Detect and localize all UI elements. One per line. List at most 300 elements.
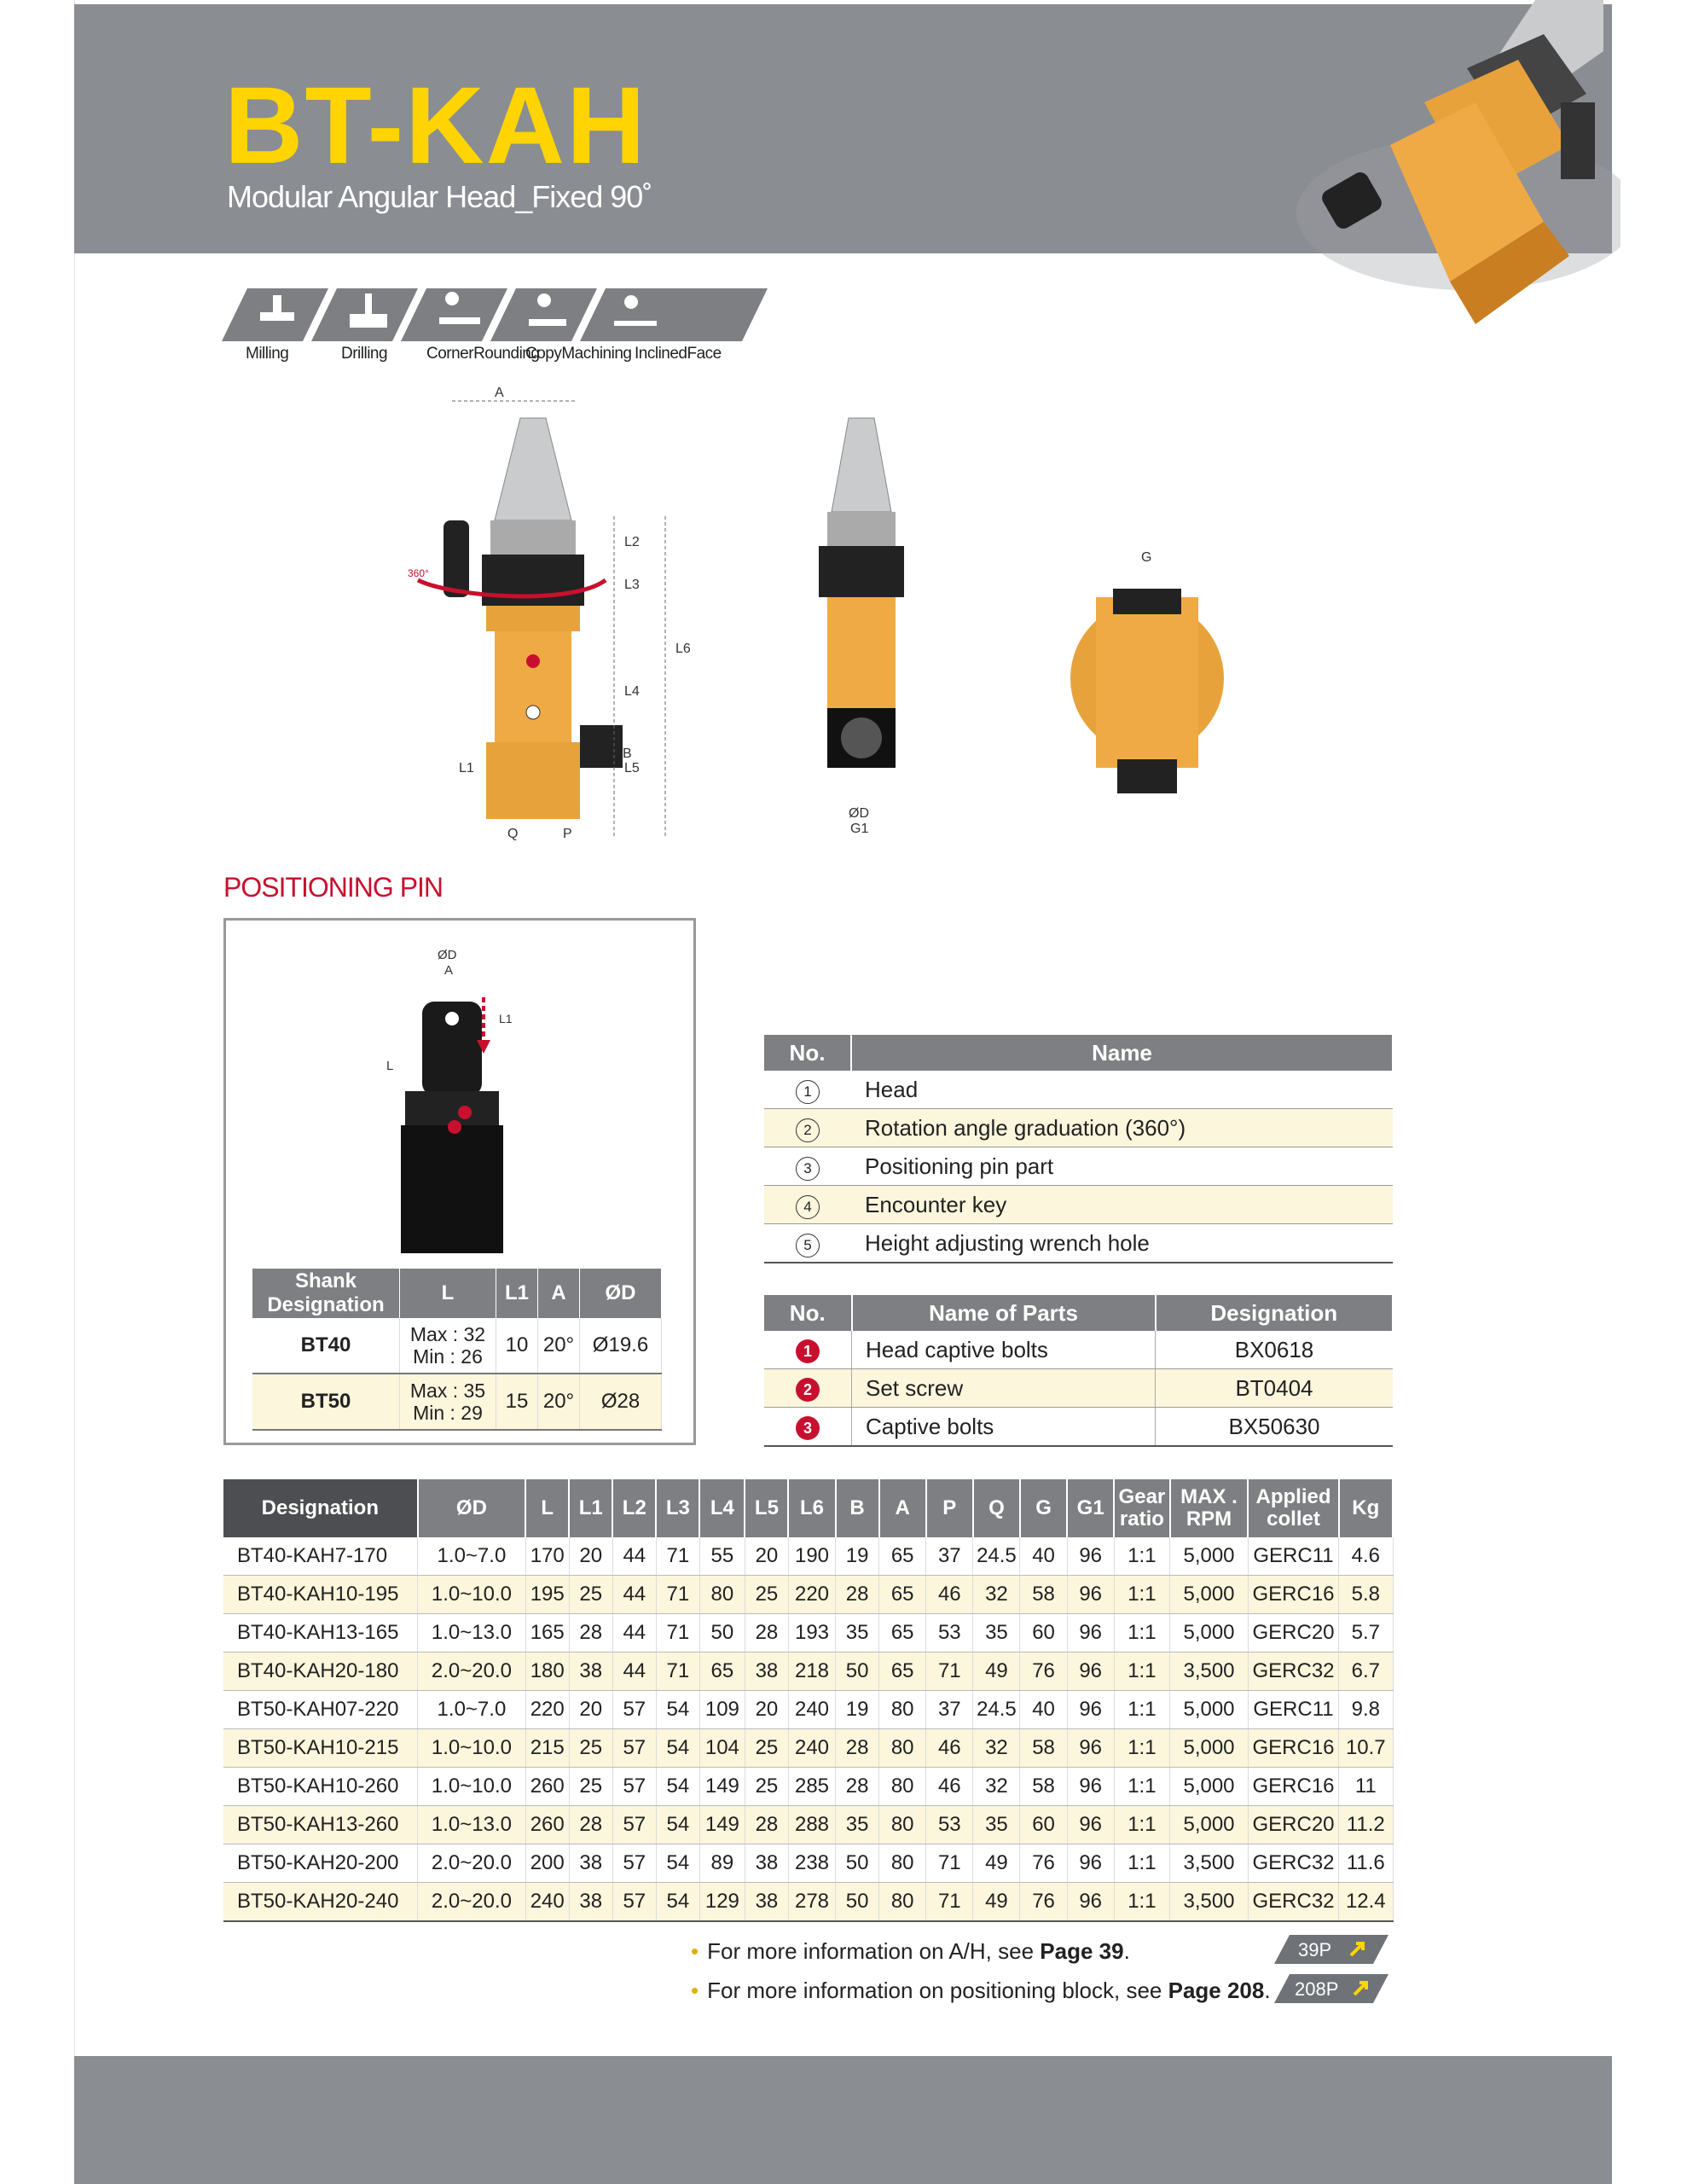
spec-cell: 54	[656, 1806, 699, 1844]
no-cell	[764, 1186, 851, 1224]
note-end: .	[1264, 1978, 1271, 2003]
spec-cell: 76	[1020, 1653, 1067, 1691]
l1-cell: 10	[496, 1318, 538, 1374]
spec-cell: 3,500	[1170, 1883, 1249, 1922]
parts-header-row	[764, 1295, 1393, 1331]
spec-cell: 1:1	[1114, 1768, 1169, 1806]
shank-cell: BT50	[252, 1374, 400, 1430]
spec-cell: 46	[926, 1729, 973, 1768]
spec-header-cell: Designation	[223, 1479, 418, 1537]
dim-od-label: ØD	[849, 806, 869, 821]
spec-header-cell: MAX . RPM	[1170, 1479, 1249, 1537]
spec-cell: 1.0~7.0	[418, 1691, 526, 1729]
spec-cell: 129	[699, 1883, 745, 1922]
spec-cell: 215	[525, 1729, 569, 1768]
spec-cell: 20	[745, 1691, 788, 1729]
spec-cell: 38	[569, 1883, 612, 1922]
name-row	[764, 1186, 1393, 1224]
spec-cell: 50	[836, 1653, 879, 1691]
shank-table	[252, 1269, 662, 1431]
number-circle: 2	[796, 1118, 820, 1142]
spec-cell: 28	[745, 1806, 788, 1844]
spec-header-cell: B	[836, 1479, 879, 1537]
positioning-pin-drawing	[362, 946, 550, 1304]
dim-l3-label: L3	[624, 578, 640, 592]
spec-cell: 32	[973, 1576, 1020, 1614]
dim-l6-label: L6	[675, 642, 691, 656]
designation-cell: BT50-KAH20-240	[223, 1883, 418, 1922]
spec-cell: 38	[745, 1844, 788, 1883]
dim-l2-label: L2	[624, 535, 640, 549]
spec-header-cell: Gear ratio	[1114, 1479, 1169, 1537]
product-photo	[1262, 0, 1620, 341]
no-cell	[764, 1071, 851, 1109]
spec-cell: 5.7	[1339, 1614, 1393, 1653]
name-row	[764, 1147, 1393, 1186]
spec-cell: 71	[656, 1653, 699, 1691]
spec-cell: 1.0~13.0	[418, 1806, 526, 1844]
spec-cell: 28	[836, 1729, 879, 1768]
spec-row	[223, 1806, 1393, 1844]
spec-row	[223, 1691, 1393, 1729]
designation-cell: BT40-KAH10-195	[223, 1576, 418, 1614]
spec-cell: 49	[973, 1844, 1020, 1883]
dim-l4-label: L4	[624, 684, 640, 699]
page-39-link[interactable]: Page 39	[1040, 1938, 1124, 1964]
spec-cell: 195	[525, 1576, 569, 1614]
spec-cell: 5,000	[1170, 1729, 1249, 1768]
spec-cell: 218	[788, 1653, 835, 1691]
spec-cell: 58	[1020, 1768, 1067, 1806]
spec-cell: 25	[745, 1576, 788, 1614]
od-cell: Ø19.6	[580, 1318, 662, 1374]
spec-header-cell: G	[1020, 1479, 1067, 1537]
designation-cell: BT40-KAH13-165	[223, 1614, 418, 1653]
spec-cell: 49	[973, 1653, 1020, 1691]
spec-cell: GERC20	[1248, 1614, 1338, 1653]
designation-cell: BT40-KAH20-180	[223, 1653, 418, 1691]
spec-cell: 96	[1067, 1768, 1114, 1806]
spec-cell: 28	[836, 1576, 879, 1614]
spec-row	[223, 1653, 1393, 1691]
note-text: For more information on positioning block, see	[707, 1978, 1168, 2003]
part-designation-cell: BT0404	[1156, 1369, 1394, 1408]
spec-cell: 96	[1067, 1806, 1114, 1844]
parts-row	[764, 1331, 1393, 1369]
spec-cell: 1.0~7.0	[418, 1537, 526, 1576]
spec-cell: 149	[699, 1806, 745, 1844]
spec-cell: 49	[973, 1883, 1020, 1922]
spec-cell: 1.0~10.0	[418, 1576, 526, 1614]
l-cell	[400, 1374, 496, 1430]
spec-cell: 200	[525, 1844, 569, 1883]
spec-cell: 46	[926, 1768, 973, 1806]
page-39-button[interactable]	[1274, 1935, 1388, 1964]
spec-cell: 4.6	[1339, 1537, 1393, 1576]
spec-cell: 1:1	[1114, 1806, 1169, 1844]
spec-cell: 50	[836, 1883, 879, 1922]
bullet-icon: •	[691, 1938, 699, 1964]
no-header: No.	[764, 1295, 852, 1331]
designation-cell: BT50-KAH10-215	[223, 1729, 418, 1768]
bullet-icon: •	[691, 1978, 699, 2003]
dim-b-label: B	[623, 746, 632, 761]
spec-cell: 25	[745, 1729, 788, 1768]
spec-row	[223, 1729, 1393, 1768]
spec-cell: 1.0~13.0	[418, 1614, 526, 1653]
op-copy-machining-label: CopyMachining	[525, 345, 632, 363]
spec-row	[223, 1537, 1393, 1576]
spec-cell: 44	[612, 1576, 656, 1614]
spec-cell: 76	[1020, 1883, 1067, 1922]
l-max: Max : 35	[409, 1380, 486, 1402]
a-header: A	[538, 1269, 580, 1318]
no-cell	[764, 1147, 851, 1186]
spec-cell: 57	[612, 1883, 656, 1922]
part-name-cell: Captive bolts	[852, 1408, 1156, 1447]
note-text: For more information on A/H, see	[707, 1938, 1041, 1964]
page-208-link[interactable]: Page 208	[1168, 1978, 1265, 2003]
spec-cell: 260	[525, 1768, 569, 1806]
part-name-cell: Head captive bolts	[852, 1331, 1156, 1369]
spec-cell: 149	[699, 1768, 745, 1806]
spec-cell: 11.2	[1339, 1806, 1393, 1844]
spec-cell: 44	[612, 1614, 656, 1653]
spec-cell: 3,500	[1170, 1844, 1249, 1883]
parts-row	[764, 1369, 1393, 1408]
spec-cell: 96	[1067, 1576, 1114, 1614]
od-header: ØD	[580, 1269, 662, 1318]
spec-header-cell: G1	[1067, 1479, 1114, 1537]
spec-cell: 37	[926, 1691, 973, 1729]
spec-cell: 28	[836, 1768, 879, 1806]
number-circle: 3	[796, 1416, 820, 1440]
designation-cell: BT40-KAH7-170	[223, 1537, 418, 1576]
spec-cell: 80	[879, 1844, 926, 1883]
operations-icons	[222, 288, 768, 341]
spec-cell: 71	[926, 1883, 973, 1922]
name-table	[764, 1035, 1394, 1263]
l-min: Min : 26	[413, 1345, 483, 1368]
a-cell: 20°	[538, 1318, 580, 1374]
spec-cell: 5,000	[1170, 1537, 1249, 1576]
dim-l5-label: L5	[624, 761, 640, 775]
od-cell: Ø28	[580, 1374, 662, 1430]
spec-cell: 104	[699, 1729, 745, 1768]
spec-cell: GERC32	[1248, 1883, 1338, 1922]
no-cell	[764, 1331, 852, 1369]
op-corner-rounding-label: CornerRounding	[426, 345, 540, 363]
spec-cell: 260	[525, 1806, 569, 1844]
spec-cell: 65	[699, 1653, 745, 1691]
spec-cell: 40	[1020, 1691, 1067, 1729]
spec-cell: 96	[1067, 1614, 1114, 1653]
spec-cell: 240	[525, 1883, 569, 1922]
spec-cell: 1:1	[1114, 1883, 1169, 1922]
spec-cell: 38	[745, 1883, 788, 1922]
pin-dim-a-label: A	[444, 963, 454, 978]
spec-cell: 220	[525, 1691, 569, 1729]
spec-cell: 25	[569, 1729, 612, 1768]
designation-cell: BT50-KAH13-260	[223, 1806, 418, 1844]
spec-cell: 109	[699, 1691, 745, 1729]
spec-cell: 3,500	[1170, 1653, 1249, 1691]
spec-cell: 80	[879, 1691, 926, 1729]
number-circle: 5	[796, 1234, 820, 1258]
dim-g-label: G	[1141, 550, 1152, 565]
spec-cell: 285	[788, 1768, 835, 1806]
spec-cell: 57	[612, 1691, 656, 1729]
spec-cell: 1.0~10.0	[418, 1729, 526, 1768]
spec-header-cell: L4	[699, 1479, 745, 1537]
note-ah	[691, 1931, 1271, 1971]
spec-cell: 24.5	[973, 1537, 1020, 1576]
name-header-row	[764, 1035, 1393, 1071]
spec-header-cell: Applied collet	[1248, 1479, 1338, 1537]
spec-cell: GERC32	[1248, 1653, 1338, 1691]
spec-cell: 24.5	[973, 1691, 1020, 1729]
spec-header-cell: L1	[569, 1479, 612, 1537]
spec-cell: 1.0~10.0	[418, 1768, 526, 1806]
spec-cell: 6.7	[1339, 1653, 1393, 1691]
designation-cell: BT50-KAH10-260	[223, 1768, 418, 1806]
designation-cell: BT50-KAH07-220	[223, 1691, 418, 1729]
op-inclined-face-label: InclinedFace	[635, 345, 722, 363]
spec-cell: 65	[879, 1653, 926, 1691]
spec-cell: GERC32	[1248, 1844, 1338, 1883]
spec-cell: 5,000	[1170, 1576, 1249, 1614]
l-header: L	[400, 1269, 496, 1318]
pin-dim-l1-label: L1	[499, 1012, 513, 1025]
spec-cell: 10.7	[1339, 1729, 1393, 1768]
spec-cell: 38	[569, 1653, 612, 1691]
footer-banner	[74, 2056, 1612, 2184]
l1-cell: 15	[496, 1374, 538, 1430]
spec-header-cell: Q	[973, 1479, 1020, 1537]
name-cell: Head	[851, 1071, 1393, 1109]
spec-table	[223, 1479, 1394, 1922]
spec-cell: 37	[926, 1537, 973, 1576]
spec-header-cell: P	[926, 1479, 973, 1537]
name-row	[764, 1071, 1393, 1109]
spec-cell: 40	[1020, 1537, 1067, 1576]
name-row	[764, 1109, 1393, 1147]
parts-table	[764, 1295, 1394, 1447]
name-cell: Encounter key	[851, 1186, 1393, 1224]
pin-dim-l-label: L	[386, 1059, 394, 1073]
spec-cell: 19	[836, 1691, 879, 1729]
spec-cell: 220	[788, 1576, 835, 1614]
spec-cell: 57	[612, 1768, 656, 1806]
spec-row	[223, 1768, 1393, 1806]
dim-p-label: P	[563, 827, 572, 841]
spec-cell: 238	[788, 1844, 835, 1883]
op-drilling-label: Drilling	[341, 345, 388, 363]
spec-cell: 35	[973, 1614, 1020, 1653]
op-milling-label: Milling	[246, 345, 289, 363]
spec-cell: 35	[836, 1614, 879, 1653]
spec-cell: 165	[525, 1614, 569, 1653]
spec-cell: 5,000	[1170, 1768, 1249, 1806]
top-view-drawing	[1066, 546, 1228, 802]
spec-cell: 5.8	[1339, 1576, 1393, 1614]
l-max: Max : 32	[409, 1323, 486, 1345]
spec-cell: 11.6	[1339, 1844, 1393, 1883]
spec-cell: 44	[612, 1653, 656, 1691]
spec-header-cell: Kg	[1339, 1479, 1393, 1537]
spec-row	[223, 1883, 1393, 1922]
dim-l1-label: L1	[459, 761, 474, 775]
spec-cell: 54	[656, 1691, 699, 1729]
part-name-cell: Set screw	[852, 1369, 1156, 1408]
no-header: No.	[764, 1035, 851, 1071]
note-positioning-block	[691, 1971, 1271, 2010]
spec-cell: 55	[699, 1537, 745, 1576]
name-cell: Positioning pin part	[851, 1147, 1393, 1186]
spec-cell: 57	[612, 1844, 656, 1883]
l1-header: L1	[496, 1269, 538, 1318]
spec-cell: 96	[1067, 1691, 1114, 1729]
spec-cell: 71	[656, 1576, 699, 1614]
number-circle: 4	[796, 1195, 820, 1219]
name-header: Name	[851, 1035, 1393, 1071]
notes	[691, 1931, 1271, 2010]
number-circle: 1	[796, 1339, 820, 1363]
parts-row	[764, 1408, 1393, 1447]
spec-cell: 9.8	[1339, 1691, 1393, 1729]
spec-cell: 2.0~20.0	[418, 1844, 526, 1883]
spec-header-cell: ØD	[418, 1479, 526, 1537]
shank-cell: BT40	[252, 1318, 400, 1374]
spec-cell: 38	[745, 1653, 788, 1691]
spec-cell: 38	[569, 1844, 612, 1883]
page-39-badge: 39P	[1298, 1939, 1332, 1960]
name-row	[764, 1224, 1393, 1263]
spec-cell: 35	[836, 1806, 879, 1844]
operations-strip	[222, 288, 768, 365]
spec-cell: 1:1	[1114, 1614, 1169, 1653]
spec-cell: 71	[926, 1844, 973, 1883]
spec-cell: 240	[788, 1729, 835, 1768]
spec-cell: 58	[1020, 1576, 1067, 1614]
rotation-label: 360°	[408, 567, 429, 579]
spec-header-cell: L3	[656, 1479, 699, 1537]
spec-cell: GERC16	[1248, 1768, 1338, 1806]
spec-cell: 76	[1020, 1844, 1067, 1883]
spec-cell: GERC11	[1248, 1691, 1338, 1729]
spec-cell: 53	[926, 1614, 973, 1653]
spec-cell: 54	[656, 1729, 699, 1768]
spec-header-row	[223, 1479, 1393, 1537]
spec-cell: 1:1	[1114, 1844, 1169, 1883]
spec-cell: 28	[569, 1614, 612, 1653]
spec-cell: 180	[525, 1653, 569, 1691]
name-cell: Rotation angle graduation (360°)	[851, 1109, 1393, 1147]
spec-cell: 50	[699, 1614, 745, 1653]
a-cell: 20°	[538, 1374, 580, 1430]
spec-cell: 46	[926, 1576, 973, 1614]
spec-cell: 20	[569, 1537, 612, 1576]
spec-cell: 80	[879, 1806, 926, 1844]
spec-cell: 71	[926, 1653, 973, 1691]
spec-header-cell: L5	[745, 1479, 788, 1537]
spec-cell: 278	[788, 1883, 835, 1922]
spec-cell: 11	[1339, 1768, 1393, 1806]
no-cell	[764, 1369, 852, 1408]
spec-cell: 25	[569, 1768, 612, 1806]
part-designation-cell: BX0618	[1156, 1331, 1394, 1369]
spec-cell: 71	[656, 1537, 699, 1576]
spec-header-cell: L6	[788, 1479, 835, 1537]
spec-cell: GERC16	[1248, 1576, 1338, 1614]
spec-cell: 170	[525, 1537, 569, 1576]
dim-g1-label: G1	[850, 822, 869, 836]
spec-cell: 80	[879, 1768, 926, 1806]
page-subtitle: Modular Angular Head_Fixed 90˚	[227, 179, 652, 214]
spec-header-cell: L	[525, 1479, 569, 1537]
spec-cell: 71	[656, 1614, 699, 1653]
spec-cell: 2.0~20.0	[418, 1653, 526, 1691]
page-title: BT-KAH	[224, 65, 647, 187]
spec-cell: 96	[1067, 1729, 1114, 1768]
spec-cell: 1:1	[1114, 1729, 1169, 1768]
spec-cell: 5,000	[1170, 1614, 1249, 1653]
spec-cell: 89	[699, 1844, 745, 1883]
no-cell	[764, 1109, 851, 1147]
spec-cell: 20	[569, 1691, 612, 1729]
spec-row	[223, 1576, 1393, 1614]
number-circle: 2	[796, 1378, 820, 1402]
spec-cell: 25	[745, 1768, 788, 1806]
page-208-button[interactable]	[1274, 1974, 1388, 2003]
name-of-parts-header: Name of Parts	[852, 1295, 1156, 1331]
positioning-pin-title: POSITIONING PIN	[223, 872, 443, 903]
spec-cell: 60	[1020, 1806, 1067, 1844]
shank-row	[252, 1374, 662, 1430]
spec-cell: 32	[973, 1729, 1020, 1768]
name-cell: Height adjusting wrench hole	[851, 1224, 1393, 1263]
spec-cell: 80	[879, 1883, 926, 1922]
spec-cell: 80	[699, 1576, 745, 1614]
spec-cell: 96	[1067, 1653, 1114, 1691]
spec-cell: 60	[1020, 1614, 1067, 1653]
spec-cell: 35	[973, 1806, 1020, 1844]
spec-cell: 193	[788, 1614, 835, 1653]
spec-cell: 1:1	[1114, 1691, 1169, 1729]
spec-cell: 288	[788, 1806, 835, 1844]
spec-cell: 28	[745, 1614, 788, 1653]
spec-header-cell: A	[879, 1479, 926, 1537]
spec-cell: 19	[836, 1537, 879, 1576]
number-circle: 1	[796, 1080, 820, 1104]
spec-cell: 58	[1020, 1729, 1067, 1768]
spec-cell: 65	[879, 1614, 926, 1653]
spec-cell: 190	[788, 1537, 835, 1576]
designation-header: Designation	[1156, 1295, 1394, 1331]
spec-cell: 2.0~20.0	[418, 1883, 526, 1922]
spec-cell: 65	[879, 1537, 926, 1576]
spec-cell: 28	[569, 1806, 612, 1844]
spec-cell: 12.4	[1339, 1883, 1393, 1922]
spec-row	[223, 1844, 1393, 1883]
spec-cell: 65	[879, 1576, 926, 1614]
spec-cell: 1:1	[1114, 1576, 1169, 1614]
spec-cell: 96	[1067, 1537, 1114, 1576]
shank-header-row	[252, 1269, 662, 1318]
shank-row	[252, 1318, 662, 1374]
spec-cell: 96	[1067, 1883, 1114, 1922]
spec-cell: 54	[656, 1883, 699, 1922]
